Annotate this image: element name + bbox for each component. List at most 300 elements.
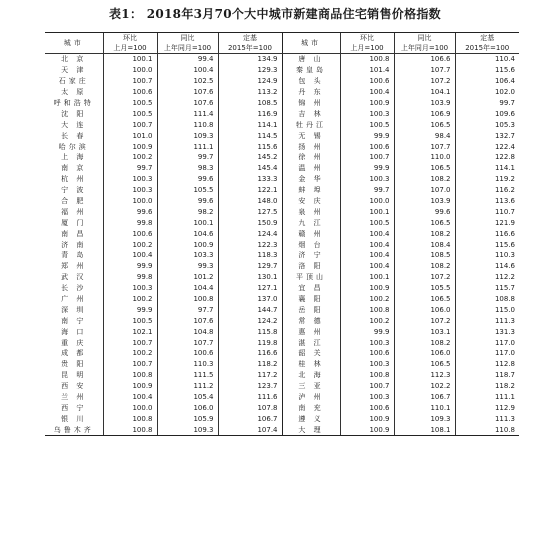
city-name: 锦 州 xyxy=(282,98,340,109)
base-index: 115.6 xyxy=(455,239,519,250)
base-index: 110.8 xyxy=(455,424,519,435)
yoy-index: 106.7 xyxy=(394,392,455,403)
base-index: 112.9 xyxy=(455,403,519,414)
mom-index: 100.9 xyxy=(103,141,157,152)
city-name: 海 口 xyxy=(61,327,87,336)
mom-index: 100.3 xyxy=(340,108,394,119)
yoy-index: 111.2 xyxy=(157,381,218,392)
mom-index: 100.0 xyxy=(340,196,394,207)
base-index: 116.6 xyxy=(218,348,282,359)
header-base-left: 定基 xyxy=(218,33,282,44)
table-row xyxy=(45,174,519,185)
base-index: 110.4 xyxy=(455,54,519,65)
city-name: 秦皇岛 xyxy=(282,65,340,76)
table-row xyxy=(45,217,519,228)
yoy-index: 104.6 xyxy=(157,228,218,239)
mom-index: 100.9 xyxy=(103,381,157,392)
base-index: 114.1 xyxy=(218,119,282,130)
yoy-index: 98.4 xyxy=(394,130,455,141)
city-name: 石家庄 xyxy=(58,77,89,86)
base-index: 118.3 xyxy=(218,250,282,261)
base-index: 107.8 xyxy=(218,403,282,414)
yoy-index: 106.5 xyxy=(394,163,455,174)
base-index: 118.7 xyxy=(455,370,519,381)
city-name: 天 津 xyxy=(61,66,87,75)
city-name: 牡丹江 xyxy=(282,119,340,130)
table-row xyxy=(45,337,519,348)
yoy-index: 106.5 xyxy=(394,217,455,228)
table-row xyxy=(45,76,519,87)
base-index: 117.0 xyxy=(455,348,519,359)
yoy-index: 100.4 xyxy=(157,65,218,76)
yoy-index: 100.8 xyxy=(157,294,218,305)
table-row xyxy=(45,304,519,315)
mom-index: 100.8 xyxy=(103,424,157,435)
city-name: 徐 州 xyxy=(282,152,340,163)
header-base-sub-right: 2015年=100 xyxy=(455,43,519,54)
table-row xyxy=(45,261,519,272)
yoy-index: 106.9 xyxy=(394,108,455,119)
base-index: 121.9 xyxy=(455,217,519,228)
header-yoy-sub-left: 上年同月=100 xyxy=(157,43,218,54)
base-index: 117.2 xyxy=(218,370,282,381)
city-name: 北 京 xyxy=(61,55,87,64)
table-row xyxy=(45,152,519,163)
yoy-index: 98.2 xyxy=(157,206,218,217)
yoy-index: 103.1 xyxy=(394,326,455,337)
city-name: 青 岛 xyxy=(61,251,87,260)
mom-index: 100.2 xyxy=(103,152,157,163)
city-name: 杭 州 xyxy=(61,175,87,184)
city-name: 遵 义 xyxy=(282,413,340,424)
mom-index: 100.2 xyxy=(103,348,157,359)
city-name: 济 宁 xyxy=(282,250,340,261)
table-row xyxy=(45,163,519,174)
table-row xyxy=(45,239,519,250)
mom-index: 100.5 xyxy=(103,315,157,326)
yoy-index: 110.3 xyxy=(157,359,218,370)
base-index: 134.9 xyxy=(218,54,282,65)
base-index: 116.2 xyxy=(455,185,519,196)
base-index: 124.4 xyxy=(218,228,282,239)
table-row xyxy=(45,54,519,65)
yoy-index: 108.2 xyxy=(394,228,455,239)
mom-index: 100.7 xyxy=(103,76,157,87)
yoy-index: 108.1 xyxy=(394,424,455,435)
yoy-index: 106.5 xyxy=(394,359,455,370)
base-index: 113.6 xyxy=(455,196,519,207)
table-row xyxy=(45,381,519,392)
base-index: 115.8 xyxy=(218,326,282,337)
city-name: 大 理 xyxy=(282,424,340,435)
base-index: 111.6 xyxy=(218,392,282,403)
city-name: 扬 州 xyxy=(282,141,340,152)
mom-index: 100.7 xyxy=(103,119,157,130)
base-index: 116.6 xyxy=(455,228,519,239)
city-name: 安 庆 xyxy=(282,196,340,207)
mom-index: 100.3 xyxy=(103,185,157,196)
city-name: 金 华 xyxy=(282,174,340,185)
mom-index: 100.0 xyxy=(103,196,157,207)
city-name: 呼和浩特 xyxy=(53,99,94,107)
city-name: 乌鲁木齐 xyxy=(45,424,103,435)
base-index: 124.2 xyxy=(218,315,282,326)
city-name: 岳 阳 xyxy=(282,304,340,315)
city-name: 洛 阳 xyxy=(282,261,340,272)
city-name: 唐 山 xyxy=(282,54,340,65)
yoy-index: 99.6 xyxy=(157,174,218,185)
mom-index: 100.9 xyxy=(340,283,394,294)
yoy-index: 106.5 xyxy=(394,294,455,305)
mom-index: 100.1 xyxy=(340,206,394,217)
city-name: 常 德 xyxy=(282,315,340,326)
city-name: 厦 门 xyxy=(61,218,87,227)
city-name: 西 安 xyxy=(61,382,87,391)
mom-index: 100.9 xyxy=(340,98,394,109)
base-index: 112.8 xyxy=(455,359,519,370)
yoy-index: 108.2 xyxy=(394,261,455,272)
base-index: 119.2 xyxy=(455,174,519,185)
yoy-index: 110.8 xyxy=(157,119,218,130)
table-row xyxy=(45,348,519,359)
yoy-index: 106.5 xyxy=(394,119,455,130)
base-index: 118.2 xyxy=(218,359,282,370)
base-index: 148.0 xyxy=(218,196,282,207)
table-row xyxy=(45,196,519,207)
mom-index: 100.1 xyxy=(103,54,157,65)
city-name: 贵 阳 xyxy=(61,360,87,369)
yoy-index: 109.3 xyxy=(157,424,218,435)
base-index: 131.3 xyxy=(455,326,519,337)
city-name: 重 庆 xyxy=(61,338,87,347)
base-index: 114.1 xyxy=(455,163,519,174)
mom-index: 100.9 xyxy=(340,413,394,424)
mom-index: 100.0 xyxy=(103,65,157,76)
table-row xyxy=(45,228,519,239)
yoy-index: 102.5 xyxy=(157,76,218,87)
table-row xyxy=(45,141,519,152)
yoy-index: 111.1 xyxy=(157,141,218,152)
yoy-index: 107.7 xyxy=(394,65,455,76)
base-index: 114.6 xyxy=(455,261,519,272)
mom-index: 100.4 xyxy=(340,261,394,272)
table-row xyxy=(45,250,519,261)
city-name: 泉 州 xyxy=(282,206,340,217)
yoy-index: 108.5 xyxy=(394,250,455,261)
city-name: 合 肥 xyxy=(61,197,87,206)
city-name: 长 沙 xyxy=(61,284,87,293)
yoy-index: 109.3 xyxy=(157,130,218,141)
base-index: 111.1 xyxy=(455,392,519,403)
table-row xyxy=(45,326,519,337)
base-index: 145.4 xyxy=(218,163,282,174)
mom-index: 100.3 xyxy=(103,283,157,294)
city-name: 桂 林 xyxy=(282,359,340,370)
table-row xyxy=(45,294,519,305)
header-yoy-sub-right: 上年同月=100 xyxy=(394,43,455,54)
base-index: 137.0 xyxy=(218,294,282,305)
city-name: 九 江 xyxy=(282,217,340,228)
mom-index: 100.4 xyxy=(340,87,394,98)
base-index: 105.3 xyxy=(455,119,519,130)
mom-index: 99.7 xyxy=(103,163,157,174)
city-name: 湛 江 xyxy=(282,337,340,348)
yoy-index: 104.1 xyxy=(394,87,455,98)
mom-index: 99.8 xyxy=(103,217,157,228)
mom-index: 100.4 xyxy=(340,228,394,239)
mom-index: 100.8 xyxy=(103,413,157,424)
city-name: 兰 州 xyxy=(61,393,87,402)
base-index: 102.0 xyxy=(455,87,519,98)
yoy-index: 110.1 xyxy=(394,403,455,414)
mom-index: 99.9 xyxy=(103,304,157,315)
mom-index: 99.9 xyxy=(103,261,157,272)
yoy-index: 105.5 xyxy=(157,185,218,196)
city-name: 韶 关 xyxy=(282,348,340,359)
mom-index: 100.8 xyxy=(340,370,394,381)
table-row xyxy=(45,185,519,196)
city-name: 南 京 xyxy=(61,164,87,173)
table-row xyxy=(45,87,519,98)
mom-index: 100.8 xyxy=(340,54,394,65)
table-row xyxy=(45,403,519,414)
base-index: 132.7 xyxy=(455,130,519,141)
yoy-index: 100.6 xyxy=(157,348,218,359)
city-name: 大 连 xyxy=(61,120,87,129)
yoy-index: 107.7 xyxy=(394,141,455,152)
mom-index: 100.3 xyxy=(340,359,394,370)
yoy-index: 107.2 xyxy=(394,272,455,283)
base-index: 119.8 xyxy=(218,337,282,348)
table-row xyxy=(45,206,519,217)
yoy-index: 106.6 xyxy=(394,54,455,65)
base-index: 150.9 xyxy=(218,217,282,228)
yoy-index: 104.8 xyxy=(157,326,218,337)
base-index: 144.7 xyxy=(218,304,282,315)
yoy-index: 103.9 xyxy=(394,196,455,207)
city-name: 太 原 xyxy=(61,88,87,97)
mom-index: 99.9 xyxy=(340,130,394,141)
city-name: 哈尔滨 xyxy=(58,142,89,151)
base-index: 106.7 xyxy=(218,413,282,424)
mom-index: 100.6 xyxy=(340,348,394,359)
city-name: 南 昌 xyxy=(61,229,87,238)
yoy-index: 99.6 xyxy=(157,196,218,207)
base-index: 118.2 xyxy=(455,381,519,392)
mom-index: 100.4 xyxy=(340,239,394,250)
yoy-index: 99.4 xyxy=(157,54,218,65)
yoy-index: 110.0 xyxy=(394,152,455,163)
city-name: 三 亚 xyxy=(282,381,340,392)
city-name: 西 宁 xyxy=(61,403,87,412)
city-name: 沈 阳 xyxy=(61,109,87,118)
base-index: 107.4 xyxy=(218,424,282,435)
base-index: 116.9 xyxy=(218,108,282,119)
city-name: 温 州 xyxy=(282,163,340,174)
mom-index: 99.9 xyxy=(340,163,394,174)
base-index: 122.1 xyxy=(218,185,282,196)
mom-index: 100.7 xyxy=(340,152,394,163)
yoy-index: 107.2 xyxy=(394,76,455,87)
base-index: 110.7 xyxy=(455,206,519,217)
yoy-index: 107.0 xyxy=(394,185,455,196)
base-index: 122.8 xyxy=(455,152,519,163)
table-row xyxy=(45,119,519,130)
city-name: 北 海 xyxy=(282,370,340,381)
mom-index: 100.2 xyxy=(340,315,394,326)
city-name: 宜 昌 xyxy=(282,283,340,294)
yoy-index: 109.3 xyxy=(394,413,455,424)
mom-index: 100.6 xyxy=(103,87,157,98)
mom-index: 100.0 xyxy=(103,403,157,414)
yoy-index: 101.2 xyxy=(157,272,218,283)
city-name: 平顶山 xyxy=(282,272,340,283)
yoy-index: 104.4 xyxy=(157,283,218,294)
base-index: 122.4 xyxy=(455,141,519,152)
base-index: 115.0 xyxy=(455,304,519,315)
mom-index: 100.6 xyxy=(340,141,394,152)
city-name: 襄 阳 xyxy=(282,294,340,305)
yoy-index: 106.0 xyxy=(157,403,218,414)
mom-index: 100.5 xyxy=(340,217,394,228)
city-name: 长 春 xyxy=(61,131,87,140)
header-mom-sub-left: 上月=100 xyxy=(103,43,157,54)
mom-index: 100.3 xyxy=(340,392,394,403)
yoy-index: 99.7 xyxy=(157,152,218,163)
mom-index: 100.2 xyxy=(340,294,394,305)
mom-index: 100.5 xyxy=(103,98,157,109)
yoy-index: 98.3 xyxy=(157,163,218,174)
city-name: 南 充 xyxy=(282,403,340,414)
city-name: 赣 州 xyxy=(282,228,340,239)
city-name: 无 锡 xyxy=(282,130,340,141)
city-name: 济 南 xyxy=(61,240,87,249)
city-name: 包 头 xyxy=(282,76,340,87)
yoy-index: 108.2 xyxy=(394,337,455,348)
yoy-index: 108.4 xyxy=(394,239,455,250)
city-name: 广 州 xyxy=(61,295,87,304)
base-index: 113.2 xyxy=(218,87,282,98)
header-yoy-right: 同比 xyxy=(394,33,455,44)
table-row xyxy=(45,315,519,326)
base-index: 99.7 xyxy=(455,98,519,109)
mom-index: 100.6 xyxy=(340,403,394,414)
base-index: 123.7 xyxy=(218,381,282,392)
base-index: 114.5 xyxy=(218,130,282,141)
yoy-index: 112.3 xyxy=(394,370,455,381)
mom-index: 100.9 xyxy=(340,424,394,435)
city-name: 宁 波 xyxy=(61,186,87,195)
header-mom-left: 环比 xyxy=(103,33,157,44)
yoy-index: 108.2 xyxy=(394,174,455,185)
city-name: 烟 台 xyxy=(282,239,340,250)
city-name: 昆 明 xyxy=(61,371,87,380)
base-index: 108.5 xyxy=(218,98,282,109)
table-row xyxy=(45,413,519,424)
mom-index: 100.8 xyxy=(340,304,394,315)
yoy-index: 107.6 xyxy=(157,98,218,109)
table-row xyxy=(45,424,519,435)
header-base-right: 定基 xyxy=(455,33,519,44)
base-index: 129.3 xyxy=(218,65,282,76)
mom-index: 99.7 xyxy=(340,185,394,196)
city-name: 武 汉 xyxy=(61,273,87,282)
price-index-table xyxy=(45,32,519,436)
base-index: 115.6 xyxy=(218,141,282,152)
header-mom-right: 环比 xyxy=(340,33,394,44)
mom-index: 100.7 xyxy=(103,337,157,348)
mom-index: 99.6 xyxy=(103,206,157,217)
yoy-index: 99.3 xyxy=(157,261,218,272)
yoy-index: 111.5 xyxy=(157,370,218,381)
base-index: 127.5 xyxy=(218,206,282,217)
yoy-index: 100.9 xyxy=(157,239,218,250)
city-name: 南 宁 xyxy=(61,316,87,325)
mom-index: 100.4 xyxy=(103,250,157,261)
city-name: 郑 州 xyxy=(61,262,87,271)
mom-index: 100.1 xyxy=(340,272,394,283)
mom-index: 100.6 xyxy=(103,228,157,239)
yoy-index: 107.6 xyxy=(157,315,218,326)
yoy-index: 103.9 xyxy=(394,98,455,109)
table-title: 表1： 2018年3月70个大中城市新建商品住宅销售价格指数 xyxy=(109,7,441,21)
mom-index: 100.5 xyxy=(340,119,394,130)
yoy-index: 105.9 xyxy=(157,413,218,424)
base-index: 106.4 xyxy=(455,76,519,87)
city-name: 丹 东 xyxy=(282,87,340,98)
base-index: 108.8 xyxy=(455,294,519,305)
city-name: 深 圳 xyxy=(61,305,87,314)
table-row xyxy=(45,283,519,294)
base-index: 115.6 xyxy=(455,65,519,76)
yoy-index: 106.0 xyxy=(394,348,455,359)
mom-index: 101.4 xyxy=(340,65,394,76)
base-index: 145.2 xyxy=(218,152,282,163)
mom-index: 100.7 xyxy=(103,359,157,370)
yoy-index: 102.2 xyxy=(394,381,455,392)
mom-index: 102.1 xyxy=(103,326,157,337)
table-row xyxy=(45,98,519,109)
table-row xyxy=(45,370,519,381)
base-index: 111.3 xyxy=(455,413,519,424)
city-name: 泸 州 xyxy=(282,392,340,403)
mom-index: 100.8 xyxy=(103,370,157,381)
table-row xyxy=(45,65,519,76)
city-name: 惠 州 xyxy=(282,326,340,337)
yoy-index: 106.0 xyxy=(394,304,455,315)
mom-index: 100.3 xyxy=(340,337,394,348)
city-name: 成 都 xyxy=(61,349,87,358)
table-row xyxy=(45,359,519,370)
base-index: 115.7 xyxy=(455,283,519,294)
mom-index: 100.3 xyxy=(340,174,394,185)
base-index: 122.3 xyxy=(218,239,282,250)
table-row xyxy=(45,272,519,283)
mom-index: 100.3 xyxy=(103,174,157,185)
base-index: 112.2 xyxy=(455,272,519,283)
mom-index: 100.7 xyxy=(340,381,394,392)
city-name: 吉 林 xyxy=(282,108,340,119)
city-name: 福 州 xyxy=(61,207,87,216)
yoy-index: 100.1 xyxy=(157,217,218,228)
city-name: 上 海 xyxy=(61,153,87,162)
yoy-index: 107.6 xyxy=(157,87,218,98)
base-index: 117.0 xyxy=(455,337,519,348)
yoy-index: 107.7 xyxy=(157,337,218,348)
mom-index: 100.4 xyxy=(340,250,394,261)
base-index: 130.1 xyxy=(218,272,282,283)
yoy-index: 105.4 xyxy=(157,392,218,403)
